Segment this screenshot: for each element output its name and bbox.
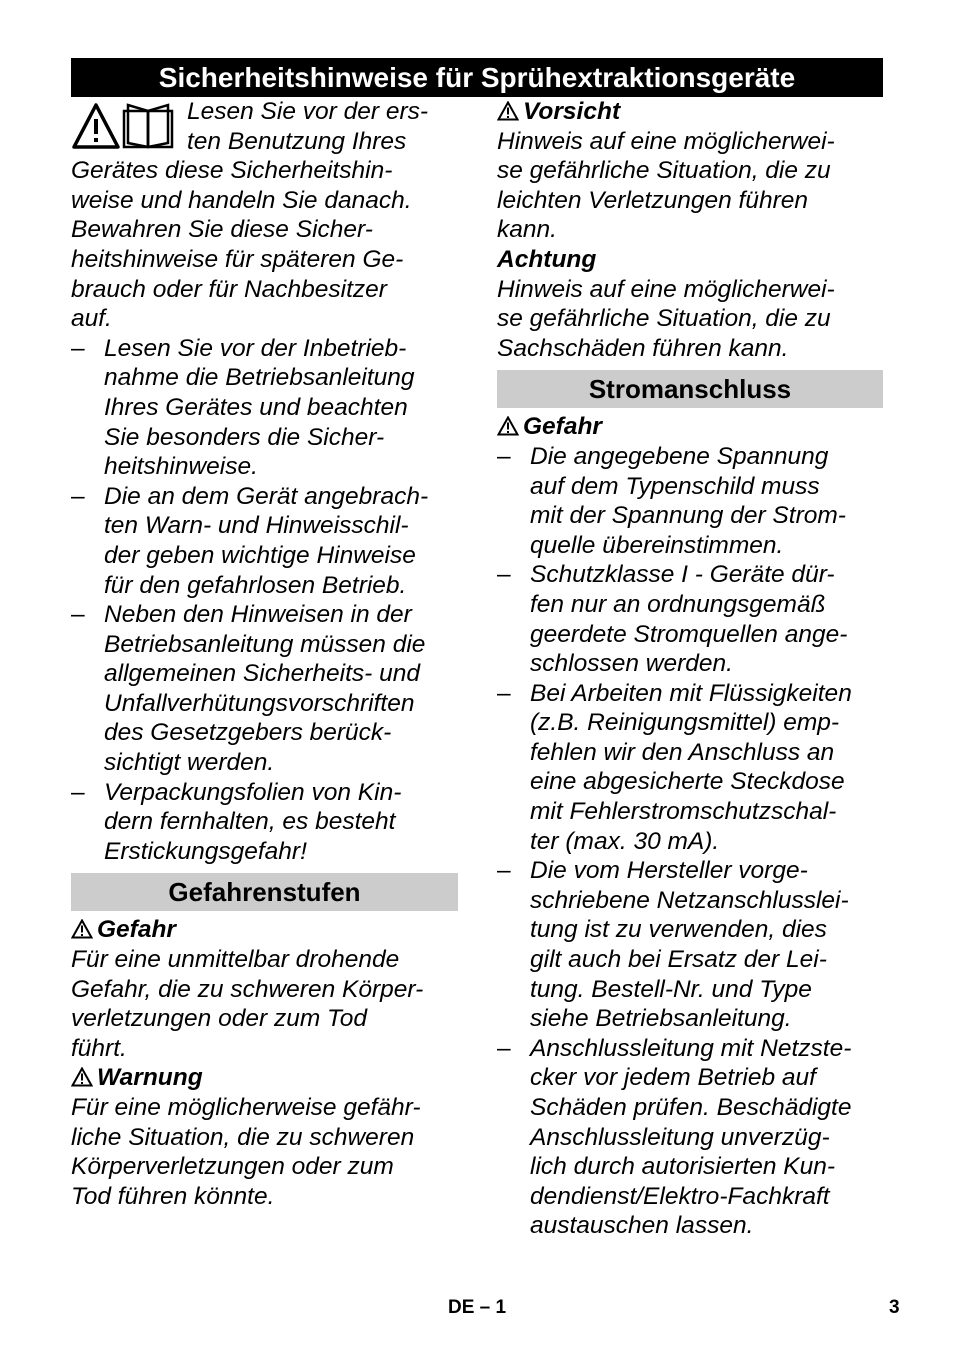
list-item-line: Unfallverhütungsvorschriften bbox=[104, 689, 415, 717]
hazard-level-description-line: kann. bbox=[497, 216, 557, 244]
warning-triangle-icon bbox=[74, 105, 118, 147]
hazard-level-vorsicht bbox=[497, 97, 883, 245]
list-item-line: lich durch autorisierten Kun- bbox=[530, 1153, 836, 1181]
list-item bbox=[71, 334, 458, 482]
list-item bbox=[497, 1034, 883, 1241]
hazard-level-label: Warnung bbox=[71, 1063, 458, 1093]
list-item bbox=[71, 600, 458, 778]
footer-section-label: DE – 1 bbox=[448, 1297, 507, 1318]
list-item-line: – Die vom Hersteller vorge- bbox=[530, 857, 808, 885]
list-item-line: Schäden prüfen. Beschädigte bbox=[530, 1094, 852, 1121]
list-item-line: Erstickungsgefahr! bbox=[104, 837, 307, 865]
hazard-level-warnung bbox=[71, 1063, 458, 1211]
stromanschluss-danger-label: Gefahr bbox=[497, 412, 883, 442]
list-item-line: nahme die Betriebsanleitung bbox=[104, 364, 415, 392]
list-item bbox=[497, 442, 883, 560]
left-column bbox=[71, 97, 458, 1211]
list-item-line: mit der Spannung der Strom- bbox=[530, 502, 846, 530]
general-safety-list bbox=[71, 334, 458, 867]
hazard-level-gefahr bbox=[71, 915, 458, 1063]
list-item bbox=[71, 482, 458, 600]
warning-triangle-icon bbox=[497, 414, 519, 434]
manual-book-icon bbox=[124, 105, 172, 147]
intro-line: weise und handeln Sie danach. bbox=[71, 186, 412, 214]
hazard-level-description-line: Körperverletzungen oder zum bbox=[71, 1153, 394, 1181]
list-item-line: heitshinweise. bbox=[104, 453, 258, 481]
page-number: 3 bbox=[889, 1297, 900, 1318]
list-item bbox=[497, 560, 883, 678]
list-item-line: dern fernhalten, es besteht bbox=[104, 808, 396, 836]
list-item-line: fehlen wir den Anschluss an bbox=[530, 738, 835, 766]
page-title: Sicherheitshinweise für Sprühextraktionsgeräte bbox=[71, 58, 883, 97]
list-item-line: – Schutzklasse I - Geräte dür- bbox=[530, 561, 835, 589]
hazard-level-description-line: führt. bbox=[71, 1034, 127, 1062]
section-heading-gefahrenstufen: Gefahrenstufen bbox=[71, 873, 458, 911]
hazard-level-description-line: Sachschäden führen kann. bbox=[497, 334, 789, 362]
list-item-line: tung. Bestell-Nr. und Type bbox=[530, 975, 812, 1003]
hazard-level-description-line: Hinweis auf eine möglicherwei- bbox=[497, 275, 835, 303]
intro-line: Lesen Sie vor der ers- bbox=[187, 98, 429, 125]
list-item-line: – Lesen Sie vor der Inbetrieb- bbox=[104, 334, 407, 362]
list-item-line: – Anschlussleitung mit Netzste- bbox=[530, 1034, 852, 1062]
list-item-line: gilt auch bei Ersatz der Lei- bbox=[530, 946, 827, 974]
intro-paragraph bbox=[71, 97, 458, 334]
intro-line: auf. bbox=[71, 305, 112, 333]
hazard-level-label: Vorsicht bbox=[497, 97, 883, 127]
list-item bbox=[71, 778, 458, 867]
hazard-level-description-line: verletzungen oder zum Tod bbox=[71, 1005, 367, 1033]
list-item-line: dendienst/Elektro-Fachkraft bbox=[530, 1182, 830, 1210]
list-item-line: mit Fehlerstromschutzschal- bbox=[530, 798, 837, 826]
right-column bbox=[497, 97, 883, 1241]
list-item-line: für den gefahrlosen Betrieb. bbox=[104, 571, 407, 599]
list-item-line: ter (max. 30 mA). bbox=[530, 827, 720, 855]
hazard-level-description-line: Für eine unmittelbar drohende bbox=[71, 946, 400, 974]
hazard-level-label: Achtung bbox=[497, 245, 597, 273]
list-item-line: schriebene Netzanschlusslei- bbox=[530, 886, 849, 914]
hazard-level-description-line: Tod führen könnte. bbox=[71, 1182, 275, 1210]
list-item-line: – Verpackungsfolien von Kin- bbox=[104, 778, 402, 806]
list-item-line: ten Warn- und Hinweisschil- bbox=[104, 512, 409, 540]
hazard-level-description-line: Für eine möglicherweise gefähr- bbox=[71, 1094, 421, 1121]
safety-icons bbox=[71, 101, 175, 155]
section-heading-stromanschluss: Stromanschluss bbox=[497, 370, 883, 408]
list-item-line: Sie besonders die Sicher- bbox=[104, 423, 385, 451]
list-item-line: – Die angegebene Spannung bbox=[530, 442, 829, 470]
hazard-level-achtung bbox=[497, 245, 883, 363]
list-item-line: (z.B. Reinigungsmittel) emp- bbox=[530, 709, 840, 737]
list-item-line: Anschlussleitung unverzüg- bbox=[530, 1123, 830, 1151]
intro-line: Gerätes diese Sicherheitshin- bbox=[71, 157, 393, 185]
list-item-line: cker vor jedem Betrieb auf bbox=[530, 1064, 816, 1092]
intro-line: brauch oder für Nachbesitzer bbox=[71, 275, 387, 303]
intro-line: Bewahren Sie diese Sicher- bbox=[71, 216, 373, 244]
warning-triangle-icon bbox=[497, 99, 519, 119]
list-item-line: eine abgesicherte Steckdose bbox=[530, 768, 845, 796]
list-item-line: schlossen werden. bbox=[530, 650, 733, 678]
list-item-line: sichtigt werden. bbox=[104, 749, 275, 777]
hazard-levels-right bbox=[497, 97, 883, 363]
hazard-level-description-line: se gefährliche Situation, die zu bbox=[497, 305, 831, 333]
list-item-line: – Bei Arbeiten mit Flüssigkeiten bbox=[530, 679, 852, 707]
hazard-levels-left bbox=[71, 915, 458, 1211]
hazard-level-description-line: Gefahr, die zu schweren Körper- bbox=[71, 975, 424, 1003]
intro-line: ten Benutzung Ihres bbox=[187, 127, 407, 155]
list-item-line: allgemeinen Sicherheits- und bbox=[104, 660, 420, 688]
list-item-line: auf dem Typenschild muss bbox=[530, 472, 820, 500]
list-item-line: siehe Betriebsanleitung. bbox=[530, 1005, 792, 1033]
stromanschluss-list bbox=[497, 442, 883, 1241]
list-item-line: Ihres Gerätes und beachten bbox=[104, 393, 408, 421]
hazard-level-description-line: liche Situation, die zu schweren bbox=[71, 1123, 415, 1151]
list-item-line: Betriebsanleitung müssen die bbox=[104, 630, 426, 658]
list-item-line: tung ist zu verwenden, dies bbox=[530, 916, 827, 944]
hazard-level-description-line: leichten Verletzungen führen bbox=[497, 186, 808, 214]
hazard-level-description-line: se gefährliche Situation, die zu bbox=[497, 157, 831, 185]
list-item-line: austauschen lassen. bbox=[530, 1212, 754, 1240]
list-item-line: geerdete Stromquellen ange- bbox=[530, 620, 848, 648]
list-item bbox=[497, 856, 883, 1034]
list-item-line: des Gesetzgebers berück- bbox=[104, 719, 392, 747]
intro-line: heitshinweise für späteren Ge- bbox=[71, 245, 404, 273]
list-item-line: – Die an dem Gerät angebrach- bbox=[104, 482, 429, 510]
warning-triangle-icon bbox=[71, 1065, 93, 1085]
warning-triangle-icon bbox=[71, 917, 93, 937]
list-item-line: quelle übereinstimmen. bbox=[530, 531, 784, 559]
list-item bbox=[497, 679, 883, 857]
list-item-line: der geben wichtige Hinweise bbox=[104, 541, 416, 569]
hazard-level-description-line: Hinweis auf eine möglicherwei- bbox=[497, 127, 835, 155]
list-item-line: fen nur an ordnungsgemäß bbox=[530, 590, 826, 618]
hazard-level-label: Gefahr bbox=[71, 915, 458, 945]
list-item-line: – Neben den Hinweisen in der bbox=[104, 601, 412, 629]
